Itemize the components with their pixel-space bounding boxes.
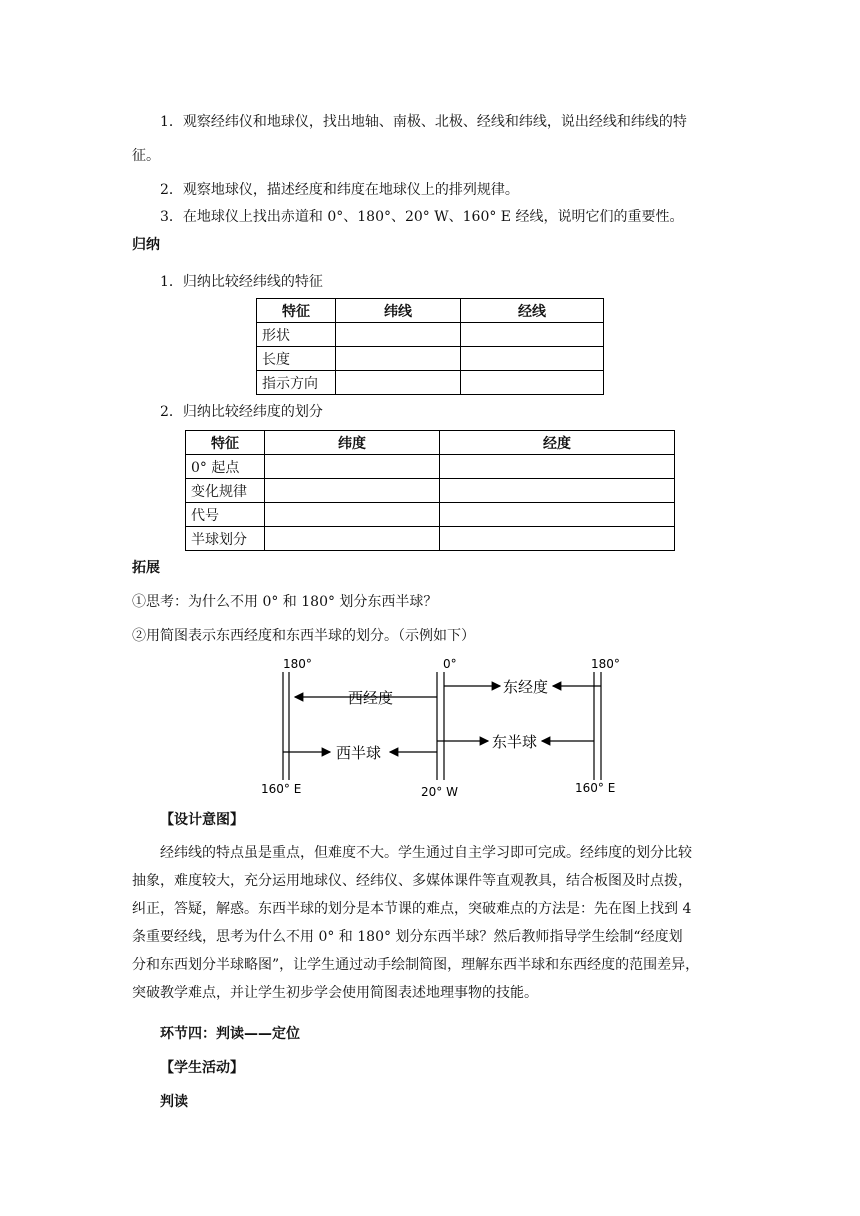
- label-west-longitude: 西经度: [348, 689, 394, 707]
- table2-cell: [265, 527, 440, 551]
- design-line-3: 纠正，答疑，解惑。东西半球的划分是本节课的难点，突破难点的方法是：先在图上找到 4: [132, 901, 692, 917]
- label-east-hemisphere: 东半球: [492, 733, 538, 751]
- student-activity-heading: 【学生活动】: [160, 1060, 244, 1076]
- extension-question-2: ②用简图表示东西经度和东西半球的划分。（示例如下）: [132, 628, 475, 644]
- design-intent-heading: 【设计意图】: [160, 812, 244, 828]
- table1-cell: [336, 323, 461, 347]
- interpret-heading: 判读: [160, 1094, 188, 1110]
- table2-row-label: 代号: [186, 503, 265, 527]
- table2-cell: [265, 479, 440, 503]
- table2-caption: 2．归纳比较经纬度的划分: [160, 404, 323, 420]
- activity-1-line-1: 1．观察经纬仪和地球仪，找出地轴、南极、北极、经线和纬线，说出经线和纬线的特: [160, 114, 687, 130]
- table-row: [257, 323, 604, 347]
- label-west-hemisphere: 西半球: [336, 744, 382, 762]
- design-line-5: 分和东西划分半球略图”，让学生通过动手绘制简图，理解东西半球和东西经度的范围差异，: [132, 957, 700, 973]
- table1-cell: [461, 371, 604, 395]
- table2-row-label: 变化规律: [186, 479, 265, 503]
- table2-header-longitude: 经度: [440, 431, 675, 455]
- label-20w-bottom: 20° W: [421, 785, 458, 799]
- table1-row-label: 指示方向: [257, 371, 336, 395]
- table1-header-feature: 特征: [257, 299, 336, 323]
- summary-heading: 归纳: [132, 237, 160, 253]
- table-row: [186, 503, 675, 527]
- table-row: [186, 479, 675, 503]
- label-160e-bottom-right: 160° E: [575, 781, 616, 795]
- table-row: [257, 347, 604, 371]
- activity-1-line-2: 征。: [132, 148, 160, 164]
- extension-heading: 拓展: [132, 560, 160, 576]
- label-180-top-left: 180°: [283, 657, 312, 671]
- table-row: [257, 371, 604, 395]
- table2-row-label: 半球划分: [186, 527, 265, 551]
- table1-cell: [336, 371, 461, 395]
- table2-cell: [440, 527, 675, 551]
- lines-comparison-table: [256, 298, 604, 395]
- label-180-top-right: 180°: [591, 657, 620, 671]
- design-line-4: 条重要经线，思考为什么不用 0° 和 180° 划分东西半球？然后教师指导学生绘制“经度划: [132, 929, 683, 945]
- table1-header-latitude-line: 纬线: [336, 299, 461, 323]
- design-line-2: 抽象，难度较大，充分运用地球仪、经纬仪、多媒体课件等直观教具，结合板图及时点拨，: [132, 873, 692, 889]
- extension-question-1: ①思考：为什么不用 0° 和 180° 划分东西半球？: [132, 594, 438, 610]
- table1-header-longitude-line: 经线: [461, 299, 604, 323]
- design-line-1: 经纬线的特点虽是重点，但难度不大。学生通过自主学习即可完成。经纬度的划分比较: [160, 845, 692, 861]
- table1-row-label: 形状: [257, 323, 336, 347]
- activity-2: 2．观察地球仪，描述经度和纬度在地球仪上的排列规律。: [160, 182, 519, 198]
- table2-row-label: 0° 起点: [186, 455, 265, 479]
- table1-cell: [461, 347, 604, 371]
- table1-cell: [336, 347, 461, 371]
- table2-cell: [265, 455, 440, 479]
- table-row: [186, 455, 675, 479]
- degrees-comparison-table: [185, 430, 675, 551]
- table-row: [186, 527, 675, 551]
- activity-3: 3．在地球仪上找出赤道和 0°、180°、20° W、160° E 经线，说明它们的重要性。: [160, 209, 684, 225]
- label-east-longitude: 东经度: [503, 678, 549, 696]
- table2-cell: [265, 503, 440, 527]
- table2-cell: [440, 479, 675, 503]
- label-0-top: 0°: [443, 657, 457, 671]
- design-line-6: 突破教学难点，并让学生初步学会使用简图表述地理事物的技能。: [132, 985, 538, 1001]
- table1-row-label: 长度: [257, 347, 336, 371]
- table2-cell: [440, 503, 675, 527]
- hemisphere-division-diagram: [250, 652, 630, 802]
- table1-cell: [461, 323, 604, 347]
- table1-caption: 1．归纳比较经纬线的特征: [160, 274, 323, 290]
- label-160e-bottom-left: 160° E: [261, 782, 302, 796]
- table2-cell: [440, 455, 675, 479]
- table2-header-latitude: 纬度: [265, 431, 440, 455]
- section-four-heading: 环节四：判读——定位: [160, 1026, 300, 1042]
- table2-header-feature: 特征: [186, 431, 265, 455]
